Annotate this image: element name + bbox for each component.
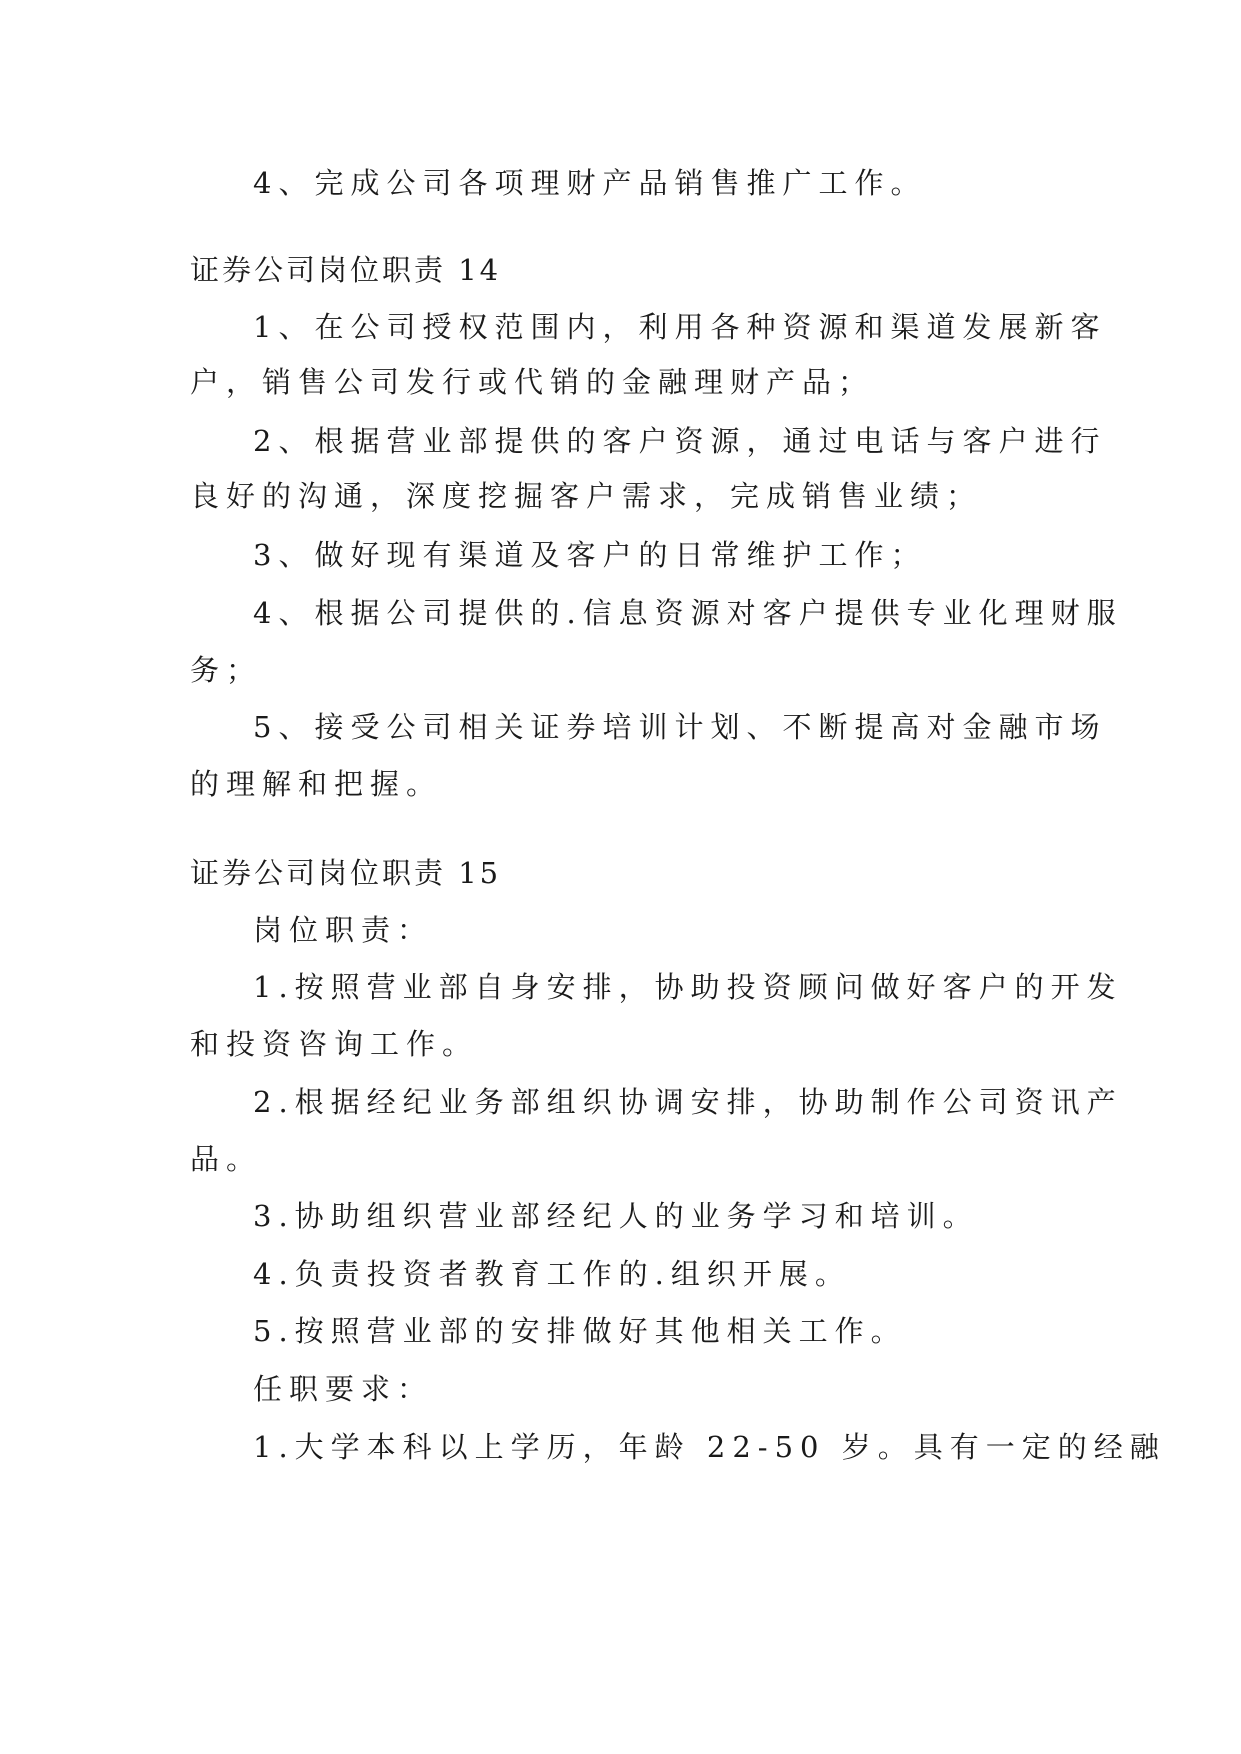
paragraph-line: 4.负责投资者教育工作的.组织开展。 — [253, 1257, 851, 1291]
paragraph-line: 品。 — [190, 1142, 263, 1176]
paragraph-line: 1、在公司授权范围内，利用各种资源和渠道发展新客 — [253, 310, 1107, 344]
section-heading-15: 证券公司岗位职责 15 — [190, 856, 502, 890]
paragraph-line: 5、接受公司相关证券培训计划、不断提高对金融市场 — [253, 710, 1107, 744]
paragraph-line: 务； — [190, 653, 263, 687]
paragraph-line: 良好的沟通，深度挖掘客户需求，完成销售业绩； — [190, 479, 983, 513]
paragraph-line: 1.按照营业部自身安排，协助投资顾问做好客户的开发 — [253, 970, 1123, 1004]
paragraph-line: 户，销售公司发行或代销的金融理财产品； — [190, 365, 875, 399]
paragraph-line: 2.根据经纪业务部组织协调安排，协助制作公司资讯产 — [253, 1085, 1123, 1119]
subheading-requirements: 任职要求： — [253, 1372, 434, 1406]
paragraph-line: 1.大学本科以上学历，年龄 22-50 岁。具有一定的经融 — [253, 1430, 1166, 1464]
paragraph-line: 和投资咨询工作。 — [190, 1027, 479, 1061]
paragraph-line: 2、根据营业部提供的客户资源，通过电话与客户进行 — [253, 424, 1107, 458]
paragraph-line: 5.按照营业部的安排做好其他相关工作。 — [253, 1314, 907, 1348]
section-heading-14: 证券公司岗位职责 14 — [190, 253, 502, 287]
subheading-duties: 岗位职责： — [253, 913, 434, 947]
paragraph-line: 4、完成公司各项理财产品销售推广工作。 — [253, 166, 927, 200]
paragraph-line: 3、做好现有渠道及客户的日常维护工作； — [253, 538, 927, 572]
paragraph-line: 4、根据公司提供的.信息资源对客户提供专业化理财服 — [253, 596, 1123, 630]
paragraph-line: 3.协助组织营业部经纪人的业务学习和培训。 — [253, 1199, 979, 1233]
paragraph-line: 的理解和把握。 — [190, 767, 443, 801]
